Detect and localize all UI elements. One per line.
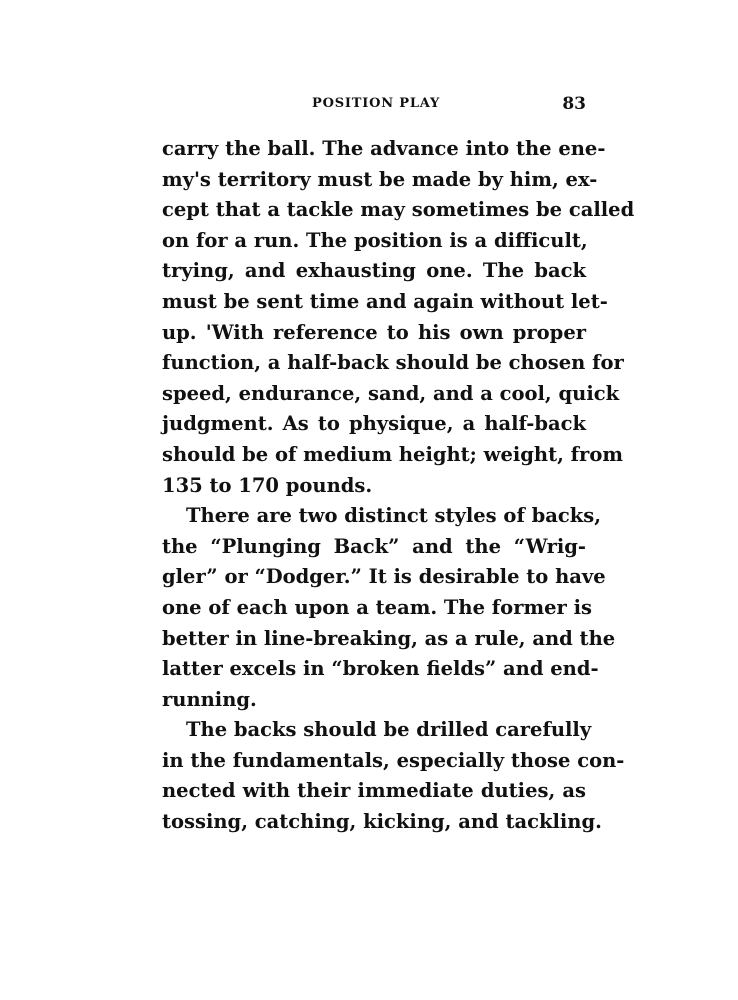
- text-line: trying, and exhausting one. The back: [162, 259, 586, 283]
- text-line: tossing, catching, kicking, and tackling.: [162, 810, 602, 834]
- text-line: carry the ball. The advance into the ene-: [162, 137, 606, 160]
- text-line: judgment. As to physique, a half-back: [162, 412, 586, 436]
- text-line: There are two distinct styles of backs,: [186, 504, 602, 528]
- text-line: running.: [162, 687, 257, 711]
- text-line: latter excels in “broken fields” and end-: [162, 657, 599, 681]
- body-text: [162, 134, 635, 838]
- text-line: my's territory must be made by him, ex-: [162, 167, 598, 191]
- text-line: on for a run. The position is a difficult,: [162, 228, 588, 252]
- running-head-title: POSITION PLAY: [312, 96, 441, 111]
- paragraph-2: [162, 501, 616, 715]
- running-head: [162, 96, 586, 116]
- paragraph-1: [162, 134, 635, 501]
- text-line: in the fundamentals, especially those con-: [162, 748, 625, 772]
- text-line: should be of medium height; weight, from: [162, 442, 623, 466]
- paragraph-3: [162, 715, 625, 837]
- text-line: must be sent time and again without let-: [162, 289, 608, 313]
- page-number: 83: [562, 94, 586, 114]
- text-line: up. 'With reference to his own proper: [162, 320, 586, 344]
- text-line: better in line-breaking, as a rule, and the: [162, 626, 616, 650]
- text-line: cept that a tackle may sometimes be called: [162, 198, 635, 222]
- text-line: function, a half-back should be chosen for: [162, 351, 624, 375]
- text-line: The backs should be drilled carefully: [186, 718, 592, 742]
- text-line: gler” or “Dodger.” It is desirable to have: [162, 565, 606, 589]
- text-line: nected with their immediate duties, as: [162, 779, 586, 803]
- text-line: speed, endurance, sand, and a cool, quick: [162, 381, 620, 405]
- text-line: the “Plunging Back” and the “Wrig-: [162, 534, 586, 558]
- text-line: one of each upon a team. The former is: [162, 595, 592, 619]
- text-line: 135 to 170 pounds.: [162, 473, 373, 497]
